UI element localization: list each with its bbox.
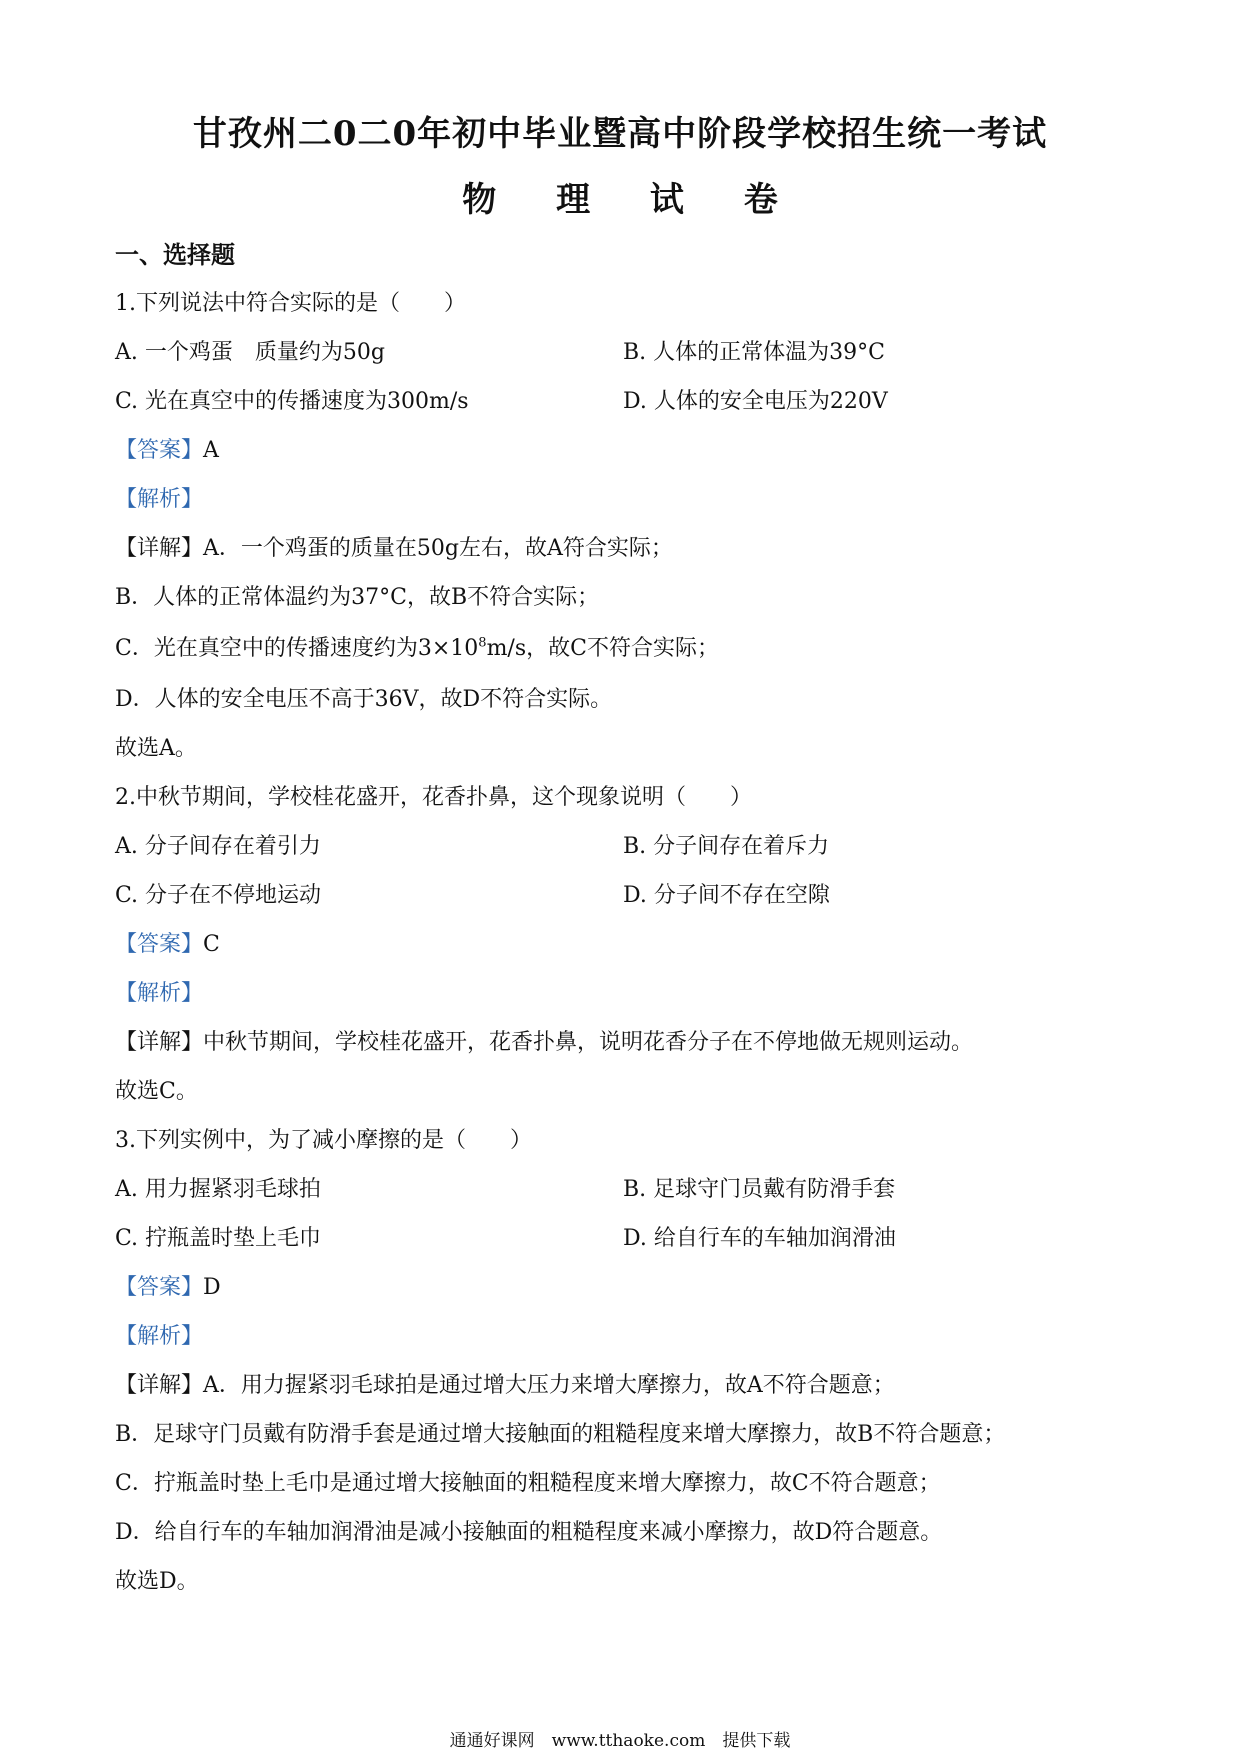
answer-tag: 【答案】 — [115, 932, 204, 957]
question-3-options-row-1 — [115, 1165, 1135, 1214]
question-3-stem: 3.下列实例中，为了减小摩擦的是（ ） — [115, 1128, 532, 1153]
option-b: B. 分子间存在着斥力 — [623, 834, 830, 859]
detail-tag: 【详解】 — [115, 536, 204, 561]
detail-c-text: C．光在真空中的传播速度约为 — [115, 636, 418, 661]
question-2-choose: 故选C。 — [115, 1079, 198, 1104]
question-1-stem: 1.下列说法中符合实际的是（ ） — [115, 291, 466, 316]
question-2-detail — [115, 1018, 1135, 1067]
question-3-detail — [115, 1361, 1135, 1410]
question-2-options-row-2 — [115, 871, 1135, 920]
detail-text: A．用力握紧羽毛球拍是通过增大压力来增大摩擦力，故A不符合题意； — [203, 1373, 895, 1398]
option-c: C. 分子在不停地运动 — [115, 883, 322, 908]
formula-base: 3×10 — [417, 636, 479, 661]
answer-value: A — [203, 438, 219, 463]
answer-value: C — [203, 932, 220, 957]
question-1-answer — [115, 426, 1135, 475]
answer-tag: 【答案】 — [115, 438, 204, 463]
question-1-detail-b: B．人体的正常体温约为37°C，故B不符合实际； — [115, 585, 600, 610]
option-c: C. 拧瓶盖时垫上毛巾 — [115, 1226, 322, 1251]
question-3-choose: 故选D。 — [115, 1569, 199, 1594]
answer-tag: 【答案】 — [115, 1275, 204, 1300]
option-b: B. 人体的正常体温为39°C — [623, 340, 885, 365]
detail-tag: 【详解】 — [115, 1030, 204, 1055]
exam-content — [115, 230, 1135, 1606]
question-1-detail-c — [115, 622, 1135, 675]
exam-subtitle — [0, 172, 1240, 221]
subtitle-char: 理 — [556, 180, 591, 220]
option-c: C. 光在真空中的传播速度为300m/s — [115, 389, 469, 414]
question-1-options-row-2 — [115, 377, 1135, 426]
detail-text: 中秋节期间，学校桂花盛开，花香扑鼻，说明花香分子在不停地做无规则运动。 — [203, 1030, 974, 1055]
detail-c-post: ，故C不符合实际； — [526, 636, 719, 661]
question-1-choose: 故选A。 — [115, 736, 197, 761]
option-d: D. 分子间不存在空隙 — [623, 883, 830, 908]
option-a: A. 用力握紧羽毛球拍 — [115, 1177, 321, 1202]
subtitle-char: 卷 — [743, 180, 778, 220]
option-d: D. 给自行车的车轴加润滑油 — [623, 1226, 896, 1251]
question-1-options-row-1 — [115, 328, 1135, 377]
answer-value: D — [203, 1275, 221, 1300]
option-a: A. 一个鸡蛋 质量约为50g — [115, 340, 385, 365]
question-3-detail-b: B．足球守门员戴有防滑手套是通过增大接触面的粗糙程度来增大摩擦力，故B不符合题意； — [115, 1422, 1006, 1447]
light-speed-formula — [418, 636, 526, 661]
question-2-analysis-tag: 【解析】 — [115, 981, 204, 1006]
question-3-options-row-2 — [115, 1214, 1135, 1263]
question-3-answer — [115, 1263, 1135, 1312]
exam-title: 甘孜州二0二0年初中毕业暨高中阶段学校招生统一考试 — [192, 114, 1048, 154]
section-heading: 一、选择题 — [115, 240, 235, 269]
question-2-options-row-1 — [115, 822, 1135, 871]
question-1-detail — [115, 524, 1135, 573]
subtitle-char: 物 — [462, 180, 497, 220]
option-a: A. 分子间存在着引力 — [115, 834, 321, 859]
option-b: B. 足球守门员戴有防滑手套 — [623, 1177, 896, 1202]
question-2-stem: 2.中秋节期间，学校桂花盛开，花香扑鼻，这个现象说明（ ） — [115, 785, 752, 810]
formula-unit: m/s — [486, 636, 527, 661]
question-2-answer — [115, 920, 1135, 969]
question-3-analysis-tag: 【解析】 — [115, 1324, 204, 1349]
footer-credit: 通通好课网 www.tthaoke.com 提供下载 — [449, 1731, 791, 1751]
detail-text: A．一个鸡蛋的质量在50g左右，故A符合实际； — [203, 536, 673, 561]
question-3-detail-d: D．给自行车的车轴加润滑油是减小接触面的粗糙程度来减小摩擦力，故D符合题意。 — [115, 1520, 943, 1545]
question-1-analysis-tag: 【解析】 — [115, 487, 204, 512]
subtitle-char: 试 — [649, 180, 684, 220]
option-d: D. 人体的安全电压为220V — [623, 389, 888, 414]
formula-exponent: 8 — [478, 635, 487, 651]
question-3-detail-c: C．拧瓶盖时垫上毛巾是通过增大接触面的粗糙程度来增大摩擦力，故C不符合题意； — [115, 1471, 941, 1496]
detail-tag: 【详解】 — [115, 1373, 204, 1398]
question-1-detail-d: D．人体的安全电压不高于36V，故D不符合实际。 — [115, 687, 613, 712]
